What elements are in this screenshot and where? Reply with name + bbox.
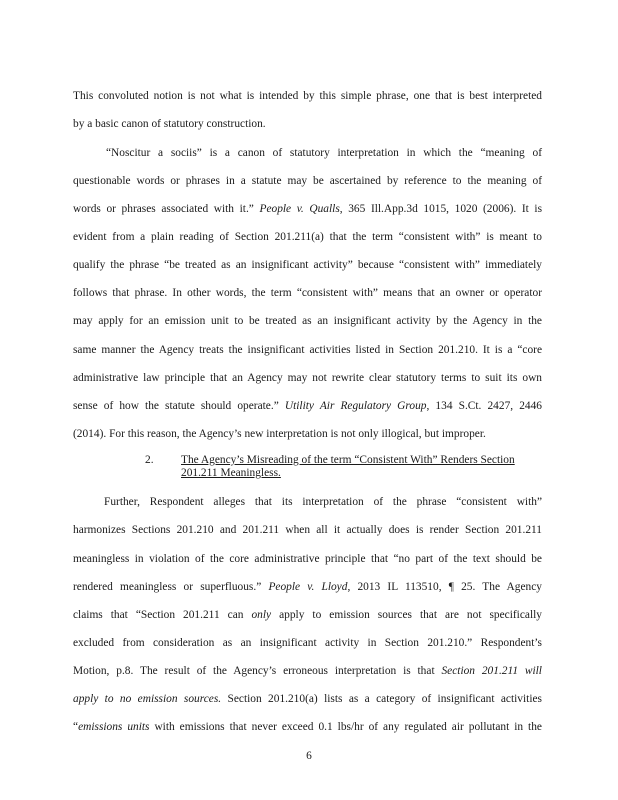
text-run: rendered meaningless or superfluous.” — [73, 581, 262, 593]
text-run: Section 201.210(a) lists as a category of insignificant activities — [227, 693, 542, 705]
text-line — [73, 202, 542, 216]
text-line: meaningless in violation of the core administrative principle that “no part of the text should be — [73, 553, 542, 565]
emphasis: Section 201.211 will — [441, 665, 542, 677]
text-run: , 134 S.Ct. 2427, 2446 — [426, 400, 542, 412]
text-line: evident from a plain reading of Section 201.211(a) that the term “consistent with” is meant to — [73, 231, 542, 243]
text-line: same manner the Agency treats the insignificant activities listed in Section 201.210. It is a “core — [73, 344, 542, 356]
text-line: (2014). For this reason, the Agency’s new interpretation is not only illogical, but improper. — [73, 428, 486, 440]
text-line: “Noscitur a sociis” is a canon of statutory interpretation in which the “meaning of — [106, 147, 542, 159]
text-run: words or phrases associated with it.” — [73, 203, 254, 215]
text-line: administrative law principle that an Agency may not rewrite clear statutory terms to suit its own — [73, 372, 542, 384]
text-line: follows that phrase. In other words, the term “consistent with” means that an owner or operator — [73, 287, 542, 299]
text-run: sense of how the statute should operate.” — [73, 400, 279, 412]
text-line: by a basic canon of statutory construction. — [73, 118, 266, 130]
case-citation: People v. Qualls — [259, 203, 340, 215]
text-line — [73, 664, 542, 678]
emphasis: apply to no emission sources. — [73, 693, 222, 705]
text-line — [73, 580, 542, 594]
text-line: questionable words or phrases in a statute may be ascertained by reference to the meaning of — [73, 175, 542, 187]
text-run: , 2013 IL 113510, ¶ 25. The Agency — [347, 581, 542, 593]
section-heading — [145, 453, 542, 467]
text-run: “ — [73, 721, 79, 733]
text-line: excluded from consideration as an insignificant activity in Section 201.210.” Respondent’s — [73, 637, 542, 649]
case-citation: Utility Air Regulatory Group — [284, 400, 427, 412]
text-line — [73, 608, 542, 622]
text-line: may apply for an emission unit to be treated as an insignificant activity by the Agency in the — [73, 315, 542, 327]
page-number: 6 — [306, 750, 312, 762]
text-line: This convoluted notion is not what is intended by this simple phrase, one that is best interpreted — [73, 90, 542, 102]
emphasis: only — [251, 609, 272, 621]
heading-text: The Agency’s Misreading of the term “Consistent With” Renders Section — [181, 454, 515, 466]
section-heading — [181, 466, 542, 480]
heading-text: 201.211 Meaningless. — [181, 467, 281, 479]
text-run: claims that “Section 201.211 can — [73, 609, 244, 621]
text-line — [73, 692, 542, 706]
case-citation: People v. Lloyd — [268, 581, 348, 593]
text-line: harmonizes Sections 201.210 and 201.211 when all it actually does is render Section 201.211 — [73, 524, 542, 536]
text-line: qualify the phrase “be treated as an insignificant activity” because “consistent with” immediately — [73, 259, 542, 271]
text-run: Motion, p.8. The result of the Agency’s erroneous interpretation is that — [73, 665, 435, 677]
text-line — [73, 720, 542, 734]
text-run: with emissions that never exceed 0.1 lbs/hr of any regulated air pollutant in the — [154, 721, 542, 733]
text-line: Further, Respondent alleges that its interpretation of the phrase “consistent with” — [104, 496, 542, 508]
text-run: , 365 Ill.App.3d 1015, 1020 (2006). It is — [339, 203, 543, 215]
text-run: apply to emission sources that are not specifically — [279, 609, 542, 621]
emphasis: emissions units — [78, 721, 150, 733]
heading-number: 2. — [145, 454, 154, 466]
text-line — [73, 399, 542, 413]
